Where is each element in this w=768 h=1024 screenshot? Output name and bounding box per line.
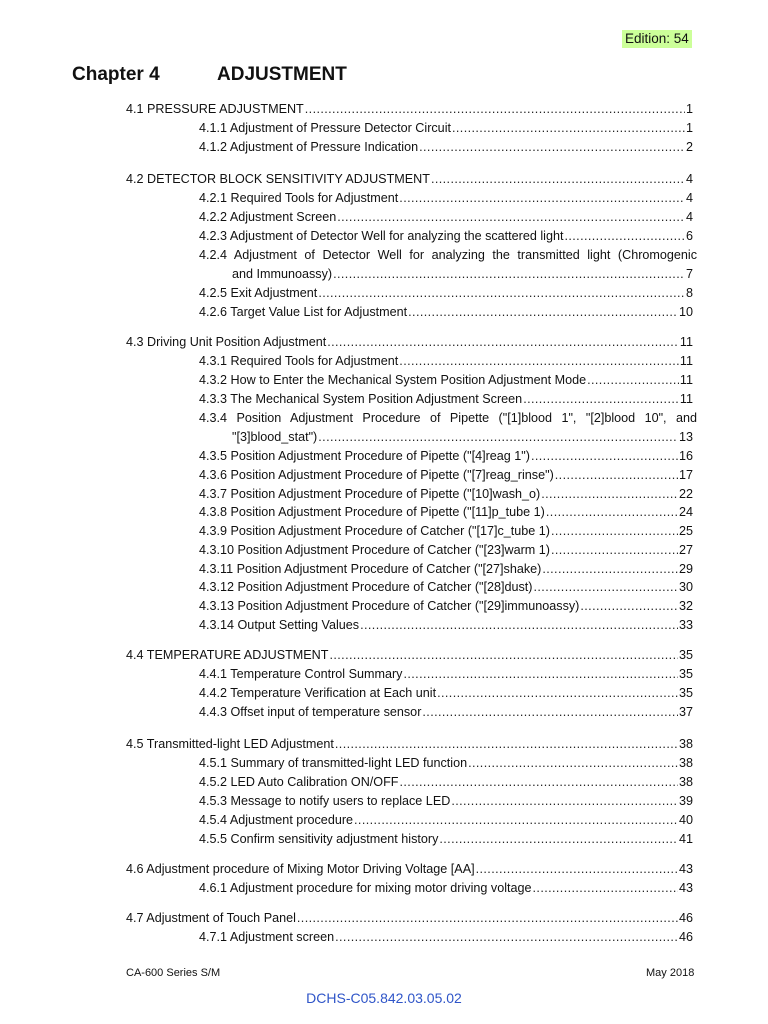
toc-leader-dots bbox=[452, 119, 685, 137]
toc-entry-text: 4.2.2 Adjustment Screen bbox=[199, 210, 337, 224]
toc-entry-text: 4.3.10 Position Adjustment Procedure of Catcher ("[23]warm 1) bbox=[199, 543, 550, 557]
toc-leader-dots bbox=[333, 265, 685, 283]
toc-leader-dots bbox=[318, 284, 685, 302]
toc-leader-dots bbox=[318, 428, 678, 446]
toc-entry[interactable] bbox=[199, 371, 693, 389]
toc-page-number: 32 bbox=[678, 599, 693, 613]
toc-leader-dots bbox=[542, 560, 678, 578]
toc-entry-text: 4.3.5 Position Adjustment Procedure of Pipette ("[4]reag 1") bbox=[199, 449, 530, 463]
document-id: DCHS-C05.842.03.05.02 bbox=[306, 990, 462, 1006]
toc-entry-text: 4.4.1 Temperature Control Summary bbox=[199, 667, 403, 681]
toc-entry-text: 4.6.1 Adjustment procedure for mixing motor driving voltage bbox=[199, 881, 532, 895]
toc-entry[interactable] bbox=[199, 811, 693, 829]
toc-page-number: 46 bbox=[678, 930, 693, 944]
toc-leader-dots bbox=[587, 371, 679, 389]
toc-page-number: 35 bbox=[678, 686, 693, 700]
toc-entry-text: 4.2.4 Adjustment of Detector Well for analyzing the transmitted light (Chromogenic bbox=[199, 248, 697, 262]
toc-leader-dots bbox=[297, 909, 678, 927]
toc-entry-text: 4.3.1 Required Tools for Adjustment bbox=[199, 354, 399, 368]
toc-leader-dots bbox=[360, 616, 678, 634]
toc-entry[interactable] bbox=[199, 773, 693, 791]
toc-leader-dots bbox=[354, 811, 678, 829]
toc-entry-text: 4.4 TEMPERATURE ADJUSTMENT bbox=[126, 648, 329, 662]
toc-entry[interactable] bbox=[199, 578, 693, 596]
toc-page-number: 2 bbox=[685, 140, 693, 154]
toc-entry[interactable] bbox=[199, 352, 693, 370]
toc-entry-text: 4.3.9 Position Adjustment Procedure of Catcher ("[17]c_tube 1) bbox=[199, 524, 550, 538]
toc-entry-text: 4.3.14 Output Setting Values bbox=[199, 618, 360, 632]
toc-leader-dots bbox=[439, 830, 678, 848]
toc-entry[interactable] bbox=[199, 447, 693, 465]
toc-leader-dots bbox=[305, 100, 685, 118]
toc-page-number: 1 bbox=[685, 121, 693, 135]
toc-leader-dots bbox=[555, 466, 678, 484]
toc-entry-text: 4.2.1 Required Tools for Adjustment bbox=[199, 191, 399, 205]
toc-entry-continuation: and Immunoassy) bbox=[232, 267, 333, 281]
toc-entry-text: 4.3.3 The Mechanical System Position Adjustment Screen bbox=[199, 392, 523, 406]
toc-leader-dots bbox=[551, 522, 678, 540]
toc-page-number: 11 bbox=[679, 392, 693, 406]
toc-entry-text: 4.5.2 LED Auto Calibration ON/OFF bbox=[199, 775, 399, 789]
toc-entry-text: 4.5.4 Adjustment procedure bbox=[199, 813, 354, 827]
toc-entry[interactable] bbox=[199, 616, 693, 634]
toc-entry[interactable] bbox=[199, 390, 693, 408]
toc-page-number: 43 bbox=[678, 881, 693, 895]
toc-page-number: 35 bbox=[678, 667, 693, 681]
toc-leader-dots bbox=[399, 352, 679, 370]
chapter-title: ADJUSTMENT bbox=[217, 64, 347, 85]
toc-leader-dots bbox=[419, 138, 685, 156]
toc-page-number: 24 bbox=[678, 505, 693, 519]
toc-leader-dots bbox=[531, 447, 678, 465]
footer-series: CA-600 Series S/M bbox=[126, 967, 221, 979]
toc-entry[interactable] bbox=[199, 138, 693, 156]
toc-leader-dots bbox=[403, 665, 678, 683]
toc-leader-dots bbox=[399, 189, 685, 207]
toc-page-number: 11 bbox=[679, 354, 693, 368]
toc-leader-dots bbox=[431, 170, 685, 188]
toc-section[interactable] bbox=[126, 100, 693, 118]
toc-leader-dots bbox=[335, 735, 678, 753]
toc-page-number: 29 bbox=[678, 562, 693, 576]
toc-entry[interactable] bbox=[199, 684, 693, 702]
toc-page-number: 33 bbox=[678, 618, 693, 632]
toc-entry-text: 4.1 PRESSURE ADJUSTMENT bbox=[126, 102, 304, 116]
toc-entry-text: 4.3.4 Position Adjustment Procedure of Pipette ("[1]blood 1", "[2]blood 10", and bbox=[199, 411, 697, 425]
toc-entry[interactable] bbox=[199, 284, 693, 302]
toc-page-number: 40 bbox=[678, 813, 693, 827]
toc-page-number: 4 bbox=[685, 191, 693, 205]
toc-leader-dots bbox=[335, 928, 678, 946]
toc-page-number: 11 bbox=[679, 335, 693, 349]
toc-entry[interactable] bbox=[199, 485, 693, 503]
toc-section[interactable] bbox=[126, 170, 693, 188]
toc-entry[interactable] bbox=[199, 119, 693, 137]
toc-entry-text: 4.5 Transmitted-light LED Adjustment bbox=[126, 737, 334, 751]
toc-entry-text: 4.4.2 Temperature Verification at Each unit bbox=[199, 686, 437, 700]
toc-section[interactable] bbox=[126, 735, 693, 753]
toc-leader-dots bbox=[329, 646, 678, 664]
toc-page-number: 46 bbox=[678, 911, 693, 925]
toc-entry-text: 4.3.11 Position Adjustment Procedure of Catcher ("[27]shake) bbox=[199, 562, 542, 576]
toc-entry[interactable] bbox=[199, 665, 693, 683]
toc-page-number: 7 bbox=[685, 267, 693, 281]
toc-entry-text: 4.3.12 Position Adjustment Procedure of Catcher ("[28]dust) bbox=[199, 580, 533, 594]
toc-entry[interactable] bbox=[199, 879, 693, 897]
toc-leader-dots bbox=[468, 754, 678, 772]
toc-page-number: 43 bbox=[678, 862, 693, 876]
toc-entry-text: 4.2.5 Exit Adjustment bbox=[199, 286, 318, 300]
toc-entry-text: 4.1.2 Adjustment of Pressure Indication bbox=[199, 140, 419, 154]
toc-entry[interactable] bbox=[199, 703, 693, 721]
toc-leader-dots bbox=[400, 773, 678, 791]
toc-page-number: 4 bbox=[685, 210, 693, 224]
toc-entry-text: 4.6 Adjustment procedure of Mixing Motor Driving Voltage [AA] bbox=[126, 862, 475, 876]
toc-page-number: 16 bbox=[678, 449, 693, 463]
toc-page-number: 38 bbox=[678, 756, 693, 770]
toc-section[interactable] bbox=[126, 860, 693, 878]
toc-entry[interactable] bbox=[199, 466, 693, 484]
toc-leader-dots bbox=[327, 333, 679, 351]
toc-entry-text: 4.3 Driving Unit Position Adjustment bbox=[126, 335, 327, 349]
toc-leader-dots bbox=[580, 597, 678, 615]
toc-entry[interactable] bbox=[199, 792, 693, 810]
toc-leader-dots bbox=[422, 703, 678, 721]
footer-date: May 2018 bbox=[646, 967, 695, 979]
toc-page-number: 35 bbox=[678, 648, 693, 662]
toc-entry-text: 4.5.1 Summary of transmitted-light LED function bbox=[199, 756, 468, 770]
toc-entry[interactable] bbox=[199, 928, 693, 946]
toc-entry-text: 4.3.8 Position Adjustment Procedure of Pipette ("[11]p_tube 1) bbox=[199, 505, 545, 519]
toc-page-number: 13 bbox=[678, 430, 693, 444]
toc-entry-text: 4.3.7 Position Adjustment Procedure of Pipette ("[10]wash_o) bbox=[199, 487, 541, 501]
toc-page-number: 4 bbox=[685, 172, 693, 186]
toc-page-number: 11 bbox=[679, 373, 693, 387]
toc-entry-text: 4.2.3 Adjustment of Detector Well for analyzing the scattered light bbox=[199, 229, 564, 243]
toc-page-number: 37 bbox=[678, 705, 693, 719]
toc-page-number: 10 bbox=[678, 305, 693, 319]
toc-entry[interactable] bbox=[199, 597, 693, 615]
toc-leader-dots bbox=[337, 208, 685, 226]
toc-section[interactable] bbox=[126, 333, 693, 351]
toc-section[interactable] bbox=[126, 646, 693, 664]
toc-entry[interactable] bbox=[199, 208, 693, 226]
toc-entry[interactable] bbox=[199, 227, 693, 245]
toc-page-number: 17 bbox=[678, 468, 693, 482]
toc-entry[interactable] bbox=[199, 522, 693, 540]
toc-entry[interactable] bbox=[199, 830, 693, 848]
toc-leader-dots bbox=[408, 303, 678, 321]
toc-page-number: 6 bbox=[685, 229, 693, 243]
toc-leader-dots bbox=[437, 684, 678, 702]
chapter-heading bbox=[72, 64, 347, 86]
toc-entry[interactable] bbox=[232, 265, 693, 283]
edition-label: Edition: 54 bbox=[622, 30, 692, 48]
toc-entry-text: 4.5.3 Message to notify users to replace LED bbox=[199, 794, 451, 808]
toc-entry[interactable] bbox=[199, 189, 693, 207]
toc-entry-text: 4.3.13 Position Adjustment Procedure of Catcher ("[29]immunoassy) bbox=[199, 599, 580, 613]
toc-page-number: 25 bbox=[678, 524, 693, 538]
toc-page-number: 22 bbox=[678, 487, 693, 501]
toc-page-number: 30 bbox=[678, 580, 693, 594]
toc-leader-dots bbox=[551, 541, 678, 559]
toc-section[interactable] bbox=[126, 909, 693, 927]
toc-leader-dots bbox=[476, 860, 678, 878]
toc-entry[interactable] bbox=[199, 560, 693, 578]
toc-leader-dots bbox=[451, 792, 678, 810]
toc-entry-text: 4.4.3 Offset input of temperature sensor bbox=[199, 705, 422, 719]
toc-page-number: 41 bbox=[678, 832, 693, 846]
toc-entry[interactable] bbox=[199, 303, 693, 321]
toc-page-number: 38 bbox=[678, 737, 693, 751]
toc-page-number: 38 bbox=[678, 775, 693, 789]
toc-leader-dots bbox=[541, 485, 678, 503]
toc-entry-text: 4.2 DETECTOR BLOCK SENSITIVITY ADJUSTMENT bbox=[126, 172, 430, 186]
toc-entry-continuation: "[3]blood_stat") bbox=[232, 430, 318, 444]
toc-leader-dots bbox=[533, 879, 678, 897]
toc-leader-dots bbox=[546, 503, 678, 521]
toc-page-number: 39 bbox=[678, 794, 693, 808]
toc-entry[interactable] bbox=[199, 541, 693, 559]
chapter-number: Chapter 4 bbox=[72, 64, 160, 85]
toc-entry[interactable] bbox=[199, 754, 693, 772]
toc-leader-dots bbox=[534, 578, 678, 596]
toc-leader-dots bbox=[523, 390, 679, 408]
toc-page-number: 27 bbox=[678, 543, 693, 557]
toc-entry-text: 4.3.6 Position Adjustment Procedure of Pipette ("[7]reag_rinse") bbox=[199, 468, 554, 482]
toc-entry-text: 4.7 Adjustment of Touch Panel bbox=[126, 911, 296, 925]
toc-entry-text: 4.5.5 Confirm sensitivity adjustment history bbox=[199, 832, 439, 846]
toc-entry-text: 4.3.2 How to Enter the Mechanical System Position Adjustment Mode bbox=[199, 373, 587, 387]
toc-leader-dots bbox=[564, 227, 685, 245]
toc-entry[interactable] bbox=[232, 428, 693, 446]
toc-entry-text: 4.1.1 Adjustment of Pressure Detector Circuit bbox=[199, 121, 451, 135]
toc-page-number: 1 bbox=[685, 102, 693, 116]
toc-entry-text: 4.7.1 Adjustment screen bbox=[199, 930, 335, 944]
toc-page-number: 8 bbox=[685, 286, 693, 300]
toc-entry-text: 4.2.6 Target Value List for Adjustment bbox=[199, 305, 408, 319]
toc-entry[interactable] bbox=[199, 503, 693, 521]
